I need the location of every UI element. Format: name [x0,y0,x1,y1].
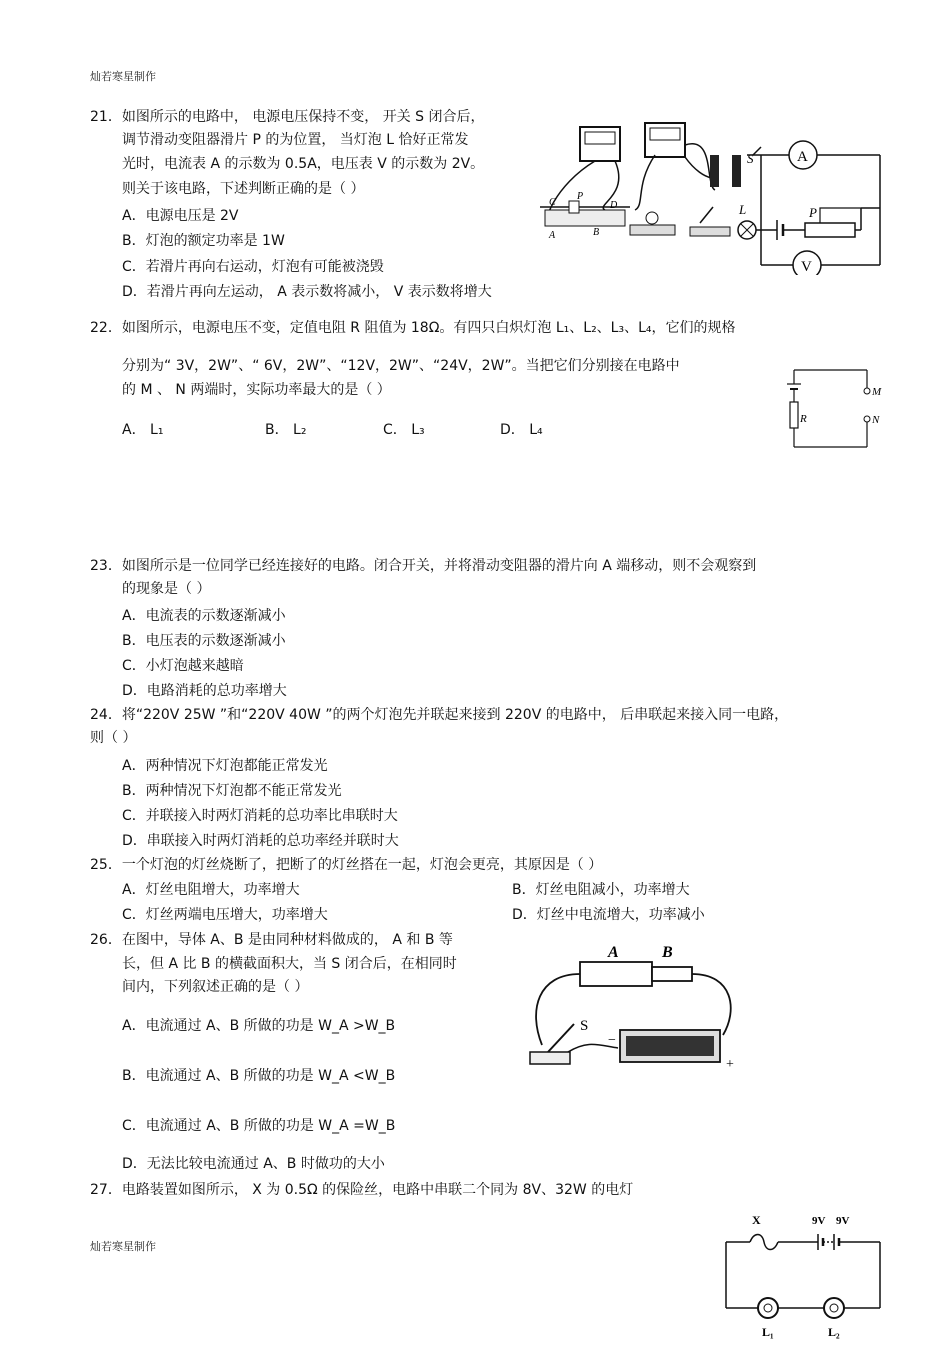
q21-line-4: 则关于该电路，下述判断正确的是（ ） [122,181,365,197]
q26-label-minus: − [608,1033,616,1048]
conductor-a [580,962,652,986]
q26-option-b: B．电流通过 A、B 所做的功是 W_A <W_B [122,1068,396,1084]
q23-option-d: D．电路消耗的总功率增大 [122,683,287,699]
q22-option-c: C． L₃ [383,422,425,438]
fuse-symbol [750,1235,778,1250]
q21-label-s: S [747,151,754,166]
q23-line-1: 23．如图所示是一位同学已经连接好的电路。闭合开关，并将滑动变阻器的滑片向 A 端移动，则不会观察到 [90,558,757,574]
q26-label-a: A [608,944,619,961]
q24-line-1: 24．将“220V 25W ”和“220V 40W ”的两个灯泡先并联起来接到 220V 的电路中， 后串联起来接入同一电路， [90,707,789,723]
q27-label-l1: L₁ [762,1325,774,1339]
q21-option-d: D．若滑片再向左运动， A 表示数将减小， V 表示数将增大 [122,284,492,300]
q26-label-plus: + [726,1057,734,1070]
q25-option-b: B．灯丝电阻减小，功率增大 [512,882,690,898]
q26-label-b: B [662,944,673,961]
q21-line-1: 21．如图所示的电路中， 电源电压保持不变， 开关 S 闭合后， [90,109,485,125]
q27-label-battery-2: 9V [836,1215,850,1227]
lamp-l2-symbol [824,1298,844,1318]
q27-label-l2: L₂ [828,1325,840,1339]
q26-line-1: 26．在图中，导体 A、B 是由同种材料做成的， A 和 B 等 [90,932,453,948]
q27-circuit-figure [720,1210,885,1340]
q21-label-l: L [739,202,747,217]
q21-circuit-figure [535,115,885,275]
q26-line-2: 长，但 A 比 B 的横截面积大，当 S 闭合后，在相同时 [122,956,457,972]
q25-option-c: C．灯丝两端电压增大，功率增大 [122,907,328,923]
q21-line-3: 光时，电流表 A 的示数为 0.5A，电压表 V 的示数为 2V。 [122,156,485,172]
page-footer: 灿若寒星制作 [90,1240,156,1253]
q22-circuit-figure [782,362,887,452]
q21-label-ammeter: A [797,149,808,165]
q22-label-m: M [872,386,882,398]
q22-label-n: N [872,414,880,426]
q21-label-voltmeter: V [801,259,812,275]
q21-label-p: P [809,205,817,220]
page-header: 灿若寒星制作 [90,70,156,83]
q21-label-d: D [610,200,618,211]
q22-label-r: R [800,413,807,425]
q25-option-a: A．灯丝电阻增大，功率增大 [122,882,300,898]
q23-option-a: A．电流表的示数逐渐减小 [122,608,286,624]
q22-line-3: 的 M 、 N 两端时，实际功率最大的是（ ） [122,382,391,398]
q24-option-c: C．并联接入时两灯消耗的总功率比串联时大 [122,808,398,824]
q22-option-a: A． L₁ [122,422,164,438]
q22-option-d: D． L₄ [500,422,543,438]
q21-label-b-photo: B [593,227,600,238]
q21-option-a: A．电源电压是 2V [122,208,239,224]
q21-label-a-photo: A [549,230,556,241]
q26-circuit-figure [528,940,743,1070]
q21-label-c: C [549,197,556,208]
q27-label-x: X [752,1213,761,1227]
lamp-l1-symbol [758,1298,778,1318]
q26-line-3: 间内，下列叙述正确的是（ ） [122,979,309,995]
q22-option-b: B． L₂ [265,422,307,438]
q23-line-2: 的现象是（ ） [122,581,211,597]
q22-line-1: 22．如图所示，电源电压不变，定值电阻 R 阻值为 18Ω。有四只白炽灯泡 L₁、L₂、L₃、L₄，它们的规格 [90,320,736,336]
q21-line-2: 调节滑动变阻器滑片 P 的为位置， 当灯泡 L 恰好正常发 [122,132,469,148]
q24-option-a: A．两种情况下灯泡都能正常发光 [122,758,328,774]
q21-label-p-photo: P [577,191,584,202]
q21-option-b: B．灯泡的额定功率是 1W [122,233,285,249]
conductor-b [652,967,692,981]
q25-option-d: D．灯丝中电流增大，功率减小 [512,907,705,923]
q26-label-s: S [580,1018,589,1034]
q23-option-b: B．电压表的示数逐渐减小 [122,633,286,649]
q24-option-d: D．串联接入时两灯消耗的总功率经并联时大 [122,833,399,849]
q26-option-d: D．无法比较电流通过 A、B 时做功的大小 [122,1156,385,1172]
q26-option-c: C．电流通过 A、B 所做的功是 W_A =W_B [122,1118,396,1134]
q24-option-b: B．两种情况下灯泡都不能正常发光 [122,783,342,799]
q21-option-c: C．若滑片再向右运动，灯泡有可能被浇毁 [122,259,384,275]
q26-option-a: A．电流通过 A、B 所做的功是 W_A >W_B [122,1018,396,1034]
q27-stem: 27．电路装置如图所示， X 为 0.5Ω 的保险丝，电路中串联二个同为 8V、32W 的电灯 [90,1182,634,1198]
q22-line-2: 分别为“ 3V，2W”、“ 6V，2W”、“12V，2W”、“24V，2W”。当把它们分别接在电路中 [122,358,680,374]
q24-line-2: 则（ ） [90,730,137,746]
q23-option-c: C．小灯泡越来越暗 [122,658,244,674]
q25-stem: 25．一个灯泡的灯丝烧断了，把断了的灯丝搭在一起，灯泡会更亮，其原因是（ ） [90,857,603,873]
q27-label-battery-1: 9V [812,1215,826,1227]
